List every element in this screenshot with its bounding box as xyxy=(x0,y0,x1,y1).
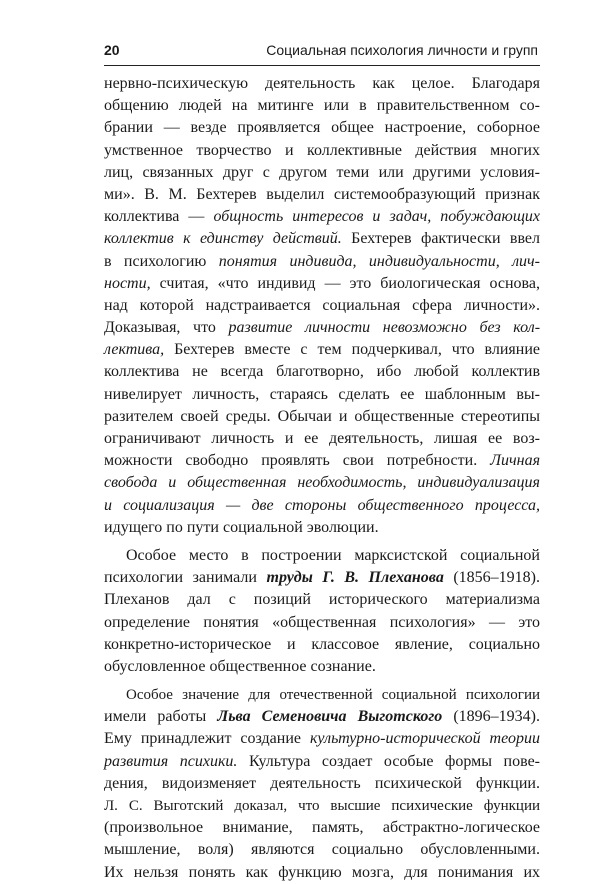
page-header xyxy=(104,40,540,64)
text-line: имели работы Льва Семеновича Выготского (1896–1934). xyxy=(104,708,540,726)
text-line: идущего по пути социальной эволюции. xyxy=(104,518,379,536)
italic-phrase: развития психики. xyxy=(104,752,238,770)
text-line: коллектива — общность интересов и задач, побуждающих xyxy=(104,208,541,226)
text-line: можности свободно проявлять свои потребности. Личная xyxy=(104,452,541,470)
italic-phrase: лектива, xyxy=(104,341,165,359)
text-line: над которой надстраивается социальная сфера личности». xyxy=(104,296,540,314)
body-text xyxy=(104,73,540,884)
text-line: нивелирует личность, стараясь сделать ее шаблонным вы- xyxy=(104,385,540,403)
text-line: (произвольное внимание, память, абстрактно-логическое xyxy=(104,819,540,837)
italic-phrase: общность интересов и задач, побуждающих xyxy=(213,208,541,226)
text-line: лектива, Бехтерев вместе с тем подчеркивал, что влияние xyxy=(104,341,541,359)
text-line: дения, видоизменяет деятельность психической функции. xyxy=(104,774,540,792)
text-line: Особое место в построении марксистской социальной xyxy=(126,546,540,564)
text-line: ности, считая, «что индивид — это биологическая основа, xyxy=(104,274,541,292)
text-line: лиц, связанных друг с другом теми или другими условия- xyxy=(104,163,540,181)
text-line: мышление, воля) являются социально обусловленными. xyxy=(104,841,540,859)
running-title: Социальная психология личности и групп xyxy=(266,42,538,58)
italic-phrase: культурно-исторической теории xyxy=(309,730,540,748)
text-line: обусловленное общественное сознание. xyxy=(104,657,376,675)
text-line: конкретно-историческое и классовое явление, социально xyxy=(104,635,540,653)
text-line: разителем своей среды. Обычаи и общественные стереотипы xyxy=(104,407,540,425)
italic-phrase: ности, xyxy=(104,274,151,292)
text-line: в психологию понятия индивида, индивидуальности, лич- xyxy=(104,252,541,270)
text-line: развития психики. Культура создает особые формы пове- xyxy=(104,752,541,770)
text-line: коллектив к единству действий. Бехтерев фактически ввел xyxy=(104,230,540,248)
italic-phrase: понятия индивида, индивидуальности, лич- xyxy=(218,252,541,270)
text-line: Л. С. Выготский доказал, что высшие психические функции xyxy=(104,798,540,814)
text-line: определение понятия «общественная психология» — это xyxy=(104,613,540,631)
bold-italic-name: Льва Семеновича Выготского xyxy=(217,708,443,726)
header-rule xyxy=(104,65,540,66)
text-line: Доказывая, что развитие личности невозможно без кол- xyxy=(104,319,541,337)
text-line: Их нельзя понять как функцию мозга, для понимания их xyxy=(104,863,540,881)
italic-phrase: развитие личности невозможно без кол- xyxy=(228,319,541,337)
text-line: коллектива не всегда благотворно, ибо любой коллектив xyxy=(104,363,540,381)
italic-phrase: Личная xyxy=(490,452,541,470)
text-line: общению людей на митинге или в правительственном со- xyxy=(104,97,540,115)
text-line: Особое значение для отечественной социальной психологии xyxy=(126,687,540,704)
text-line: свобода и общественная необходимость, индивидуализация xyxy=(104,474,540,492)
text-line: и социализация — две стороны общественного процесса, xyxy=(104,496,540,514)
italic-phrase: коллектив к единству действий. xyxy=(104,230,342,248)
text-line: Ему принадлежит создание культурно-исторической теории xyxy=(104,730,540,748)
text-line: ми». В. М. Бехтерев выделил системообразующий признак xyxy=(104,185,540,203)
text-line: брании — везде проявляется общее настроение, соборное xyxy=(104,119,540,137)
page-number: 20 xyxy=(104,42,120,58)
text-line: Плеханов дал с позиций исторического материализма xyxy=(104,591,540,609)
text-line: психологии занимали труды Г. В. Плеханова (1856–1918). xyxy=(104,569,540,587)
text-line: умственное творчество и коллективные действия многих xyxy=(104,141,540,159)
text-line: нервно-психическую деятельность как целое. Благодаря xyxy=(104,75,540,92)
bold-italic-name: труды Г. В. Плеханова xyxy=(266,569,444,587)
text-line: ограничивают личность и ее деятельность, лишая ее воз- xyxy=(104,430,540,447)
